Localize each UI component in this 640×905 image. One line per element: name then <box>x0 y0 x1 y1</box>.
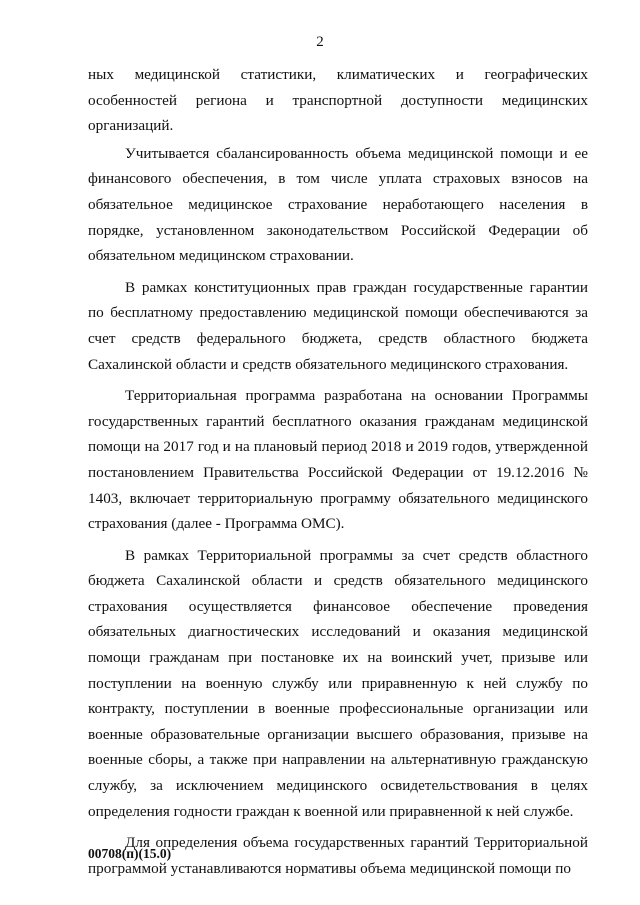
paragraph-3: В рамках конституционных прав граждан государственные гарантии по бесплатному предоставлению медицинской помощи обеспечиваются за счет средств федерального бюджета, средств областного бюджета Сахалинской области и средств обязательного медицинского страхования. <box>88 278 588 373</box>
paragraph-5: В рамках Территориальной программы за счет средств областного бюджета Сахалинской области и средств обязательного медицинского страхования осуществляется финансовое обеспечение проведения обязательных диагностических исследований и оказания медицинской помощи гражданам при постановке их на воинский учет, призыве или поступлении на военную службу или приравненную к ней службу по контракту, поступлении в военные профессиональные организации или военные образовательные организации высшего образования, призыве на военные сборы, а также при направлении на альтернативную гражданскую службу, за исключением медицинского освидетельствования в целях определения годности граждан к военной или приравненной к ней службе. <box>88 546 588 820</box>
page-number: 2 <box>316 34 324 50</box>
paragraph-2: Учитывается сбалансированность объема медицинской помощи и ее финансового обеспечения, в том числе уплата страховых взносов на обязательное медицинское страхование неработающего населения в порядке, установленном законодательством Российской Федерации об обязательном медицинском страховании. <box>88 144 588 265</box>
document-code: 00708(п)(15.0) <box>88 846 172 861</box>
paragraph-1: ных медицинской статистики, климатических и географических особенностей региона и транспортной доступности медицинских организаций. <box>88 66 588 135</box>
paragraph-4: Территориальная программа разработана на основании Программы государственных гарантий бесплатного оказания гражданам медицинской помощи на 2017 год и на плановый период 2018 и 2019 годов, утвержденной постановлением Правительства Российской Федерации от 19.12.2016 № 1403, включает территориальную программу обязательного медицинского страхования (далее - Программа ОМС). <box>88 387 588 533</box>
paragraph-6: Для определения объема государственных гарантий Территориальной программой устанавливаются нормативы объема медицинской помощи по <box>88 834 588 877</box>
document-body <box>88 62 588 881</box>
